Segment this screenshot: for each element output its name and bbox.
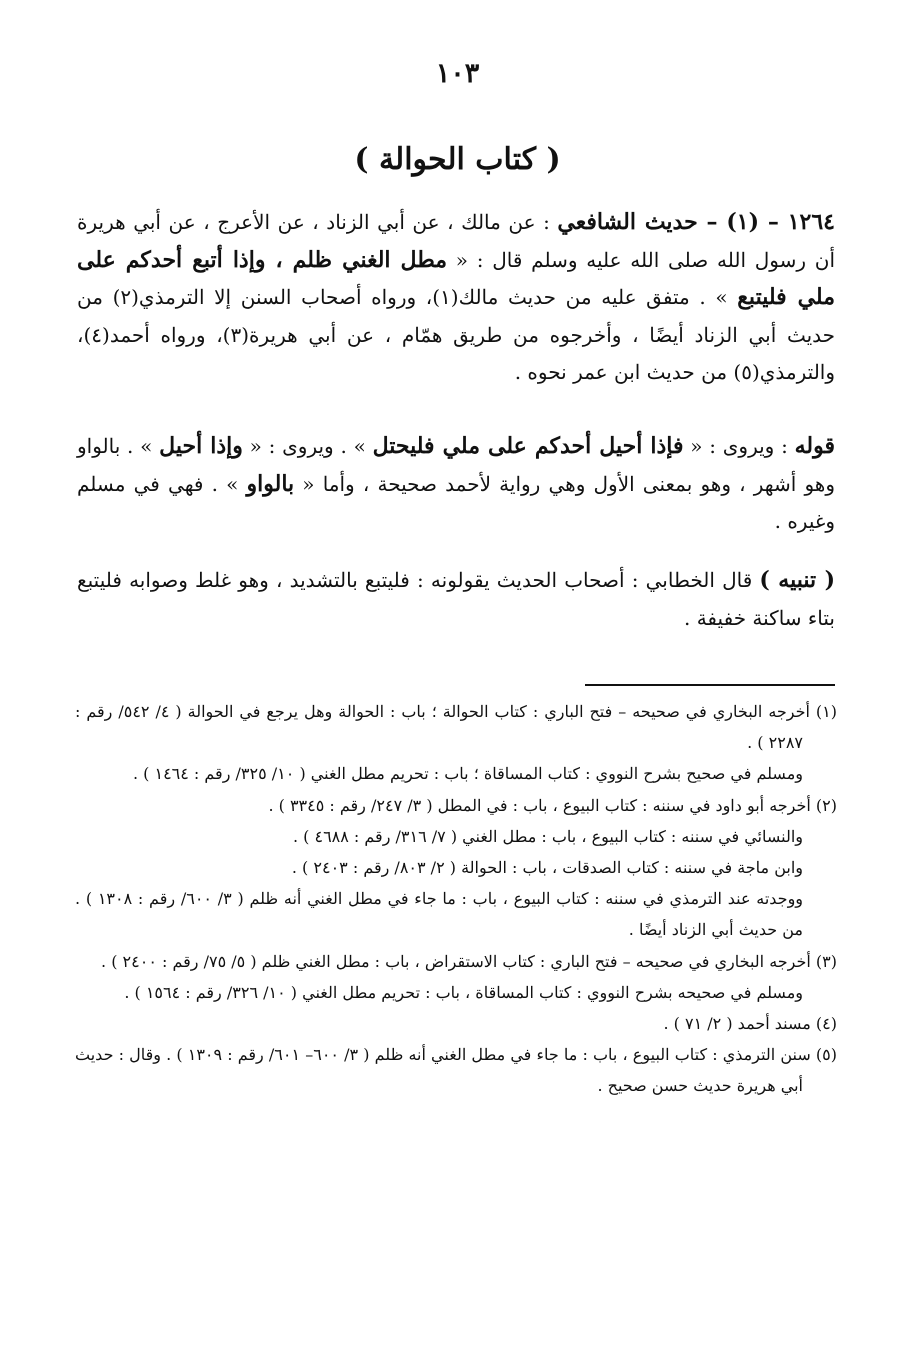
footnote-item: (١) أخرجه البخاري في صحيحه – فتح الباري : كتاب الحوالة ؛ باب : الحوالة وهل يرجع في الحوالة ( ٤/ ٥٤٢/ رقم : ٢٢٨٧ ) . xyxy=(75,702,837,753)
commentary-text-2: » . ويروى : « xyxy=(242,434,373,458)
hadith-head: حديث الشافعي xyxy=(557,209,698,235)
hadith-isnad: : عن مالك ، عن أبي الزناد ، عن الأعرج ، عن أبي هريرة أن رسول الله صلى الله عليه وسلم قال : « xyxy=(77,210,835,272)
footnote-continuation: ومسلم في صحيح بشرح النووي : كتاب المساقاة ؛ باب : تحريم مطل الغني ( ١٠/ ٣٢٥/ رقم : ١٤٦٤ ) . xyxy=(132,764,803,784)
footnote-item: (٣) أخرجه البخاري في صحيحه – فتح الباري : كتاب الاستقراض ، باب : مطل الغني ظلم ( ٥/ ٧٥/ رقم : ٢٤٠٠ ) . xyxy=(101,951,837,971)
hadith-matn: مطل الغني ظلم ، وإذا أتبع أحدكم على ملي فليتبع xyxy=(77,246,835,310)
hadith-paragraph xyxy=(77,204,835,392)
footnote-item: (٤) مسند أحمد ( ٢/ ٧١ ) . xyxy=(663,1014,837,1034)
note-lead: ( تنبيه ) xyxy=(759,567,835,593)
footnote-divider xyxy=(585,684,835,686)
commentary-text-1: : ويروى : « xyxy=(683,434,795,458)
commentary-text-4: » . فهي في مسلم وغيره . xyxy=(77,471,835,533)
commentary-lead: قوله xyxy=(794,433,835,459)
footnote-continuation: ووجدته عند الترمذي في سننه : كتاب البيوع ، باب : ما جاء في مطل الغني أنه ظلم ( ٣/ ٦٠٠/ رقم : ١٣٠٨ ) . من حديث أبي الزناد أيضًا . xyxy=(75,889,804,940)
footnote-continuation: وابن ماجة في سننه : كتاب الصدقات ، باب : الحوالة ( ٢/ ٨٠٣/ رقم : ٢٤٠٣ ) . xyxy=(291,858,803,878)
hadith-number: ١٢٦٤ – (١) – xyxy=(697,209,835,235)
footnote-continuation: ومسلم في صحيحه بشرح النووي : كتاب المساقاة ، باب : تحريم مطل الغني ( ١٠/ ٣٢٦/ رقم : ١٥٦٤ ) . xyxy=(124,982,803,1002)
commentary-variant-2: وإذا أحيل xyxy=(159,433,243,459)
note-text: قال الخطابي : أصحاب الحديث يقولونه : فليتبع بالتشديد ، وهو غلط وصوابه فليتبع بتاء ساكنة خفيفة . xyxy=(77,568,835,630)
footnotes-section xyxy=(75,696,837,1102)
commentary-variant-3: بالواو xyxy=(246,470,295,497)
footnote-item: (٥) سنن الترمذي : كتاب البيوع ، باب : ما جاء في مطل الغني أنه ظلم ( ٣/ ٦٠٠– ٦٠١/ رقم : ١٣٠٩ ) . وقال : حديث أبي هريرة حديث حسن صحيح . xyxy=(75,1045,837,1096)
chapter-title: ( كتاب الحوالة ) xyxy=(354,142,561,177)
commentary-paragraph xyxy=(77,428,835,541)
note-paragraph xyxy=(77,562,835,637)
footnote-item: (٢) أخرجه أبو داود في سننه : كتاب البيوع ، باب : في المطل ( ٣/ ٢٤٧/ رقم : ٣٣٤٥ ) . xyxy=(268,795,837,815)
hadith-takhrij: » . متفق عليه من حديث مالك(١)، ورواه أصحاب السنن إلا الترمذي(٢) من حديث أبي الزناد أيضًا ، وأخرجوه من طريق همّام ، عن أبي هريرة(٣)، ورواه أحمد(٤)، والترمذي(٥) من حديث ابن عمر نحوه . xyxy=(77,285,836,384)
commentary-variant-1: فإذا أحيل أحدكم على ملي فليحتل xyxy=(372,433,684,459)
page-number: ١٠٣ xyxy=(435,58,480,89)
commentary-text-3: » . بالواو وهو أشهر ، وهو بمعنى الأول وهي رواية لأحمد صحيحة ، وأما « xyxy=(77,434,835,496)
footnote-continuation: والنسائي في سننه : كتاب البيوع ، باب : مطل الغني ( ٧/ ٣١٦/ رقم : ٤٦٨٨ ) . xyxy=(292,826,803,846)
